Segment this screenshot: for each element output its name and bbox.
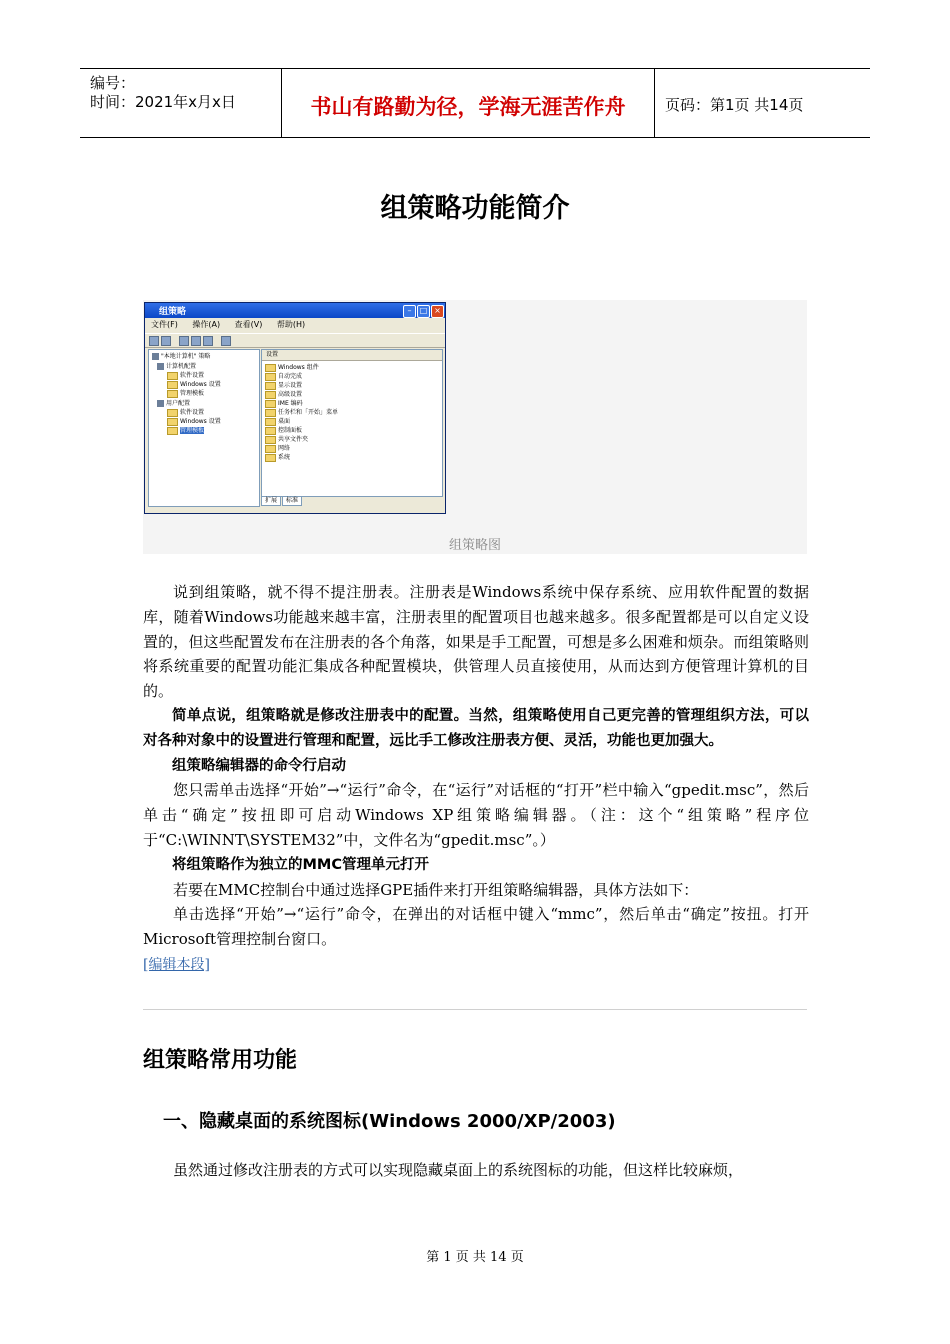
tree-item: 软件设置 xyxy=(167,408,204,417)
column-header: 设置 xyxy=(262,350,442,361)
tree-item: 用户配置 xyxy=(157,399,190,408)
group-policy-window-image xyxy=(144,302,446,514)
serial-label: 编号： xyxy=(90,74,136,92)
motto: 书山有路勤为径，学海无涯苦作舟 xyxy=(310,95,626,119)
list-item: 高级设置 xyxy=(265,390,302,399)
header-cell-page xyxy=(655,69,870,137)
paragraph: 说到组策略，就不得不提注册表。注册表是Windows系统中保存系统、应用软件配置的数据库，随着Windows功能越来越丰富，注册表里的配置项目也越来越多。很多配置都是可以自定义设置的，但这些配置发布在注册表的各个角落，如果是手工配置，可想是多么困难和烦杂。而组策略则将系统重要的配置功能汇集成各种配置模块，供管理人员直接使用，从而达到方便管理计算机的目的。 xyxy=(143,583,809,701)
folder-icon xyxy=(265,391,276,399)
tree-item: 计算机配置 xyxy=(157,362,196,371)
paragraph: 您只需单击选择“开始”→“运行”命令，在“运行”对话框的“打开”栏中输入“gpedit.msc”，然后单击“确定”按扭即可启动Windows XP组策略编辑器。（注：这个“组策略”程序位于“C:\WINNT\SYSTEM32”中，文件名为“gpedit.msc”。） xyxy=(143,781,809,849)
folder-icon xyxy=(265,427,276,435)
page-info: 页码：第1页 共14页 xyxy=(665,96,804,114)
edit-section-row xyxy=(143,952,809,978)
menu-file: 文件(F) xyxy=(151,320,178,329)
user-icon xyxy=(157,400,164,407)
header-cell-info xyxy=(80,69,282,137)
folder-icon xyxy=(167,381,178,389)
list-item: 显示设置 xyxy=(265,381,302,390)
folder-icon xyxy=(265,454,276,462)
list-item: 控制面板 xyxy=(265,426,302,435)
body-text xyxy=(143,580,809,978)
page-title: 组策略功能简介 xyxy=(380,193,570,224)
folder-icon xyxy=(167,372,178,380)
up-icon xyxy=(179,336,189,346)
paragraph: 虽然通过修改注册表的方式可以实现隐藏桌面上的系统图标的功能，但这样比较麻烦， xyxy=(173,1161,744,1179)
tree-item: 软件设置 xyxy=(167,371,204,380)
subheading-cmdline: 组策略编辑器的命令行启动 xyxy=(172,757,346,774)
maximize-icon: □ xyxy=(417,305,430,318)
tree-item: Windows 设置 xyxy=(167,417,221,426)
view-tabs xyxy=(261,496,441,506)
folder-icon xyxy=(265,409,276,417)
folder-icon xyxy=(265,382,276,390)
computer-icon xyxy=(152,353,159,360)
folder-icon xyxy=(265,364,276,372)
page-footer: 第 1 页 共 14 页 xyxy=(426,1250,524,1265)
list-item: 任务栏和「开始」菜单 xyxy=(265,408,338,417)
menu-help: 帮助(H) xyxy=(276,320,306,329)
export-icon xyxy=(203,336,213,346)
time-label: 时间：2021年x月x日 xyxy=(90,93,236,111)
list-item: 网络 xyxy=(265,444,290,453)
folder-icon xyxy=(265,373,276,381)
paragraph: 单击选择“开始”→“运行”命令，在弹出的对话框中键入“mmc”，然后单击“确定”按扭。打开Microsoft管理控制台窗口。 xyxy=(143,905,809,949)
edit-section-link[interactable]: [编辑本段] xyxy=(143,956,210,973)
menu-view: 查看(V) xyxy=(234,320,263,329)
tree-item: "本地计算机" 策略 xyxy=(152,352,210,361)
section-heading: 组策略常用功能 xyxy=(143,1048,298,1073)
window-menubar xyxy=(145,319,445,332)
header-table xyxy=(80,68,870,138)
figure-caption: 组策略图 xyxy=(448,538,501,553)
forward-icon xyxy=(161,336,171,346)
list-item: 共享文件夹 xyxy=(265,435,308,444)
computer-icon xyxy=(157,363,164,370)
tree-item: Windows 设置 xyxy=(167,380,221,389)
tab-extended: 扩展 xyxy=(261,496,281,506)
folder-icon xyxy=(167,427,178,435)
list-item: 桌面 xyxy=(265,417,290,426)
window-titlebar xyxy=(145,303,445,318)
folder-icon xyxy=(167,418,178,426)
subsection-heading: 一、隐藏桌面的系统图标(Windows 2000/XP/2003) xyxy=(163,1111,616,1132)
section-divider xyxy=(143,1009,807,1010)
folder-icon xyxy=(167,409,178,417)
tree-pane xyxy=(148,349,260,507)
window-toolbar xyxy=(145,333,445,348)
folder-icon xyxy=(167,390,178,398)
header-cell-motto xyxy=(282,69,655,137)
minimize-icon: – xyxy=(403,305,416,318)
show-tree-icon xyxy=(191,336,201,346)
tree-item: 管理模板 xyxy=(167,389,204,398)
tree-item-selected: 管理模板 xyxy=(167,426,204,435)
menu-action: 操作(A) xyxy=(192,320,221,329)
window-title: 组策略 xyxy=(159,307,187,317)
folder-icon xyxy=(265,445,276,453)
list-item: 自动完成 xyxy=(265,372,302,381)
close-icon: × xyxy=(431,305,444,318)
subheading-mmc: 将组策略作为独立的MMC管理单元打开 xyxy=(172,856,429,873)
back-icon xyxy=(149,336,159,346)
tab-standard: 标准 xyxy=(282,496,302,506)
list-item: Windows 组件 xyxy=(265,363,319,372)
help-icon xyxy=(221,336,231,346)
folder-icon xyxy=(265,418,276,426)
list-item: 系统 xyxy=(265,453,290,462)
folder-icon xyxy=(265,400,276,408)
folder-icon xyxy=(265,436,276,444)
bold-paragraph: 简单点说，组策略就是修改注册表中的配置。当然，组策略使用自己更完善的管理组织方法，可以对各种对象中的设置进行管理和配置，远比手工修改注册表方便、灵活，功能也更加强大。 xyxy=(143,707,809,749)
list-item: IME 编码 xyxy=(265,399,303,408)
figure xyxy=(143,300,807,554)
settings-pane xyxy=(261,349,443,497)
paragraph: 若要在MMC控制台中通过选择GPE插件来打开组策略编辑器，具体方法如下： xyxy=(173,880,699,899)
